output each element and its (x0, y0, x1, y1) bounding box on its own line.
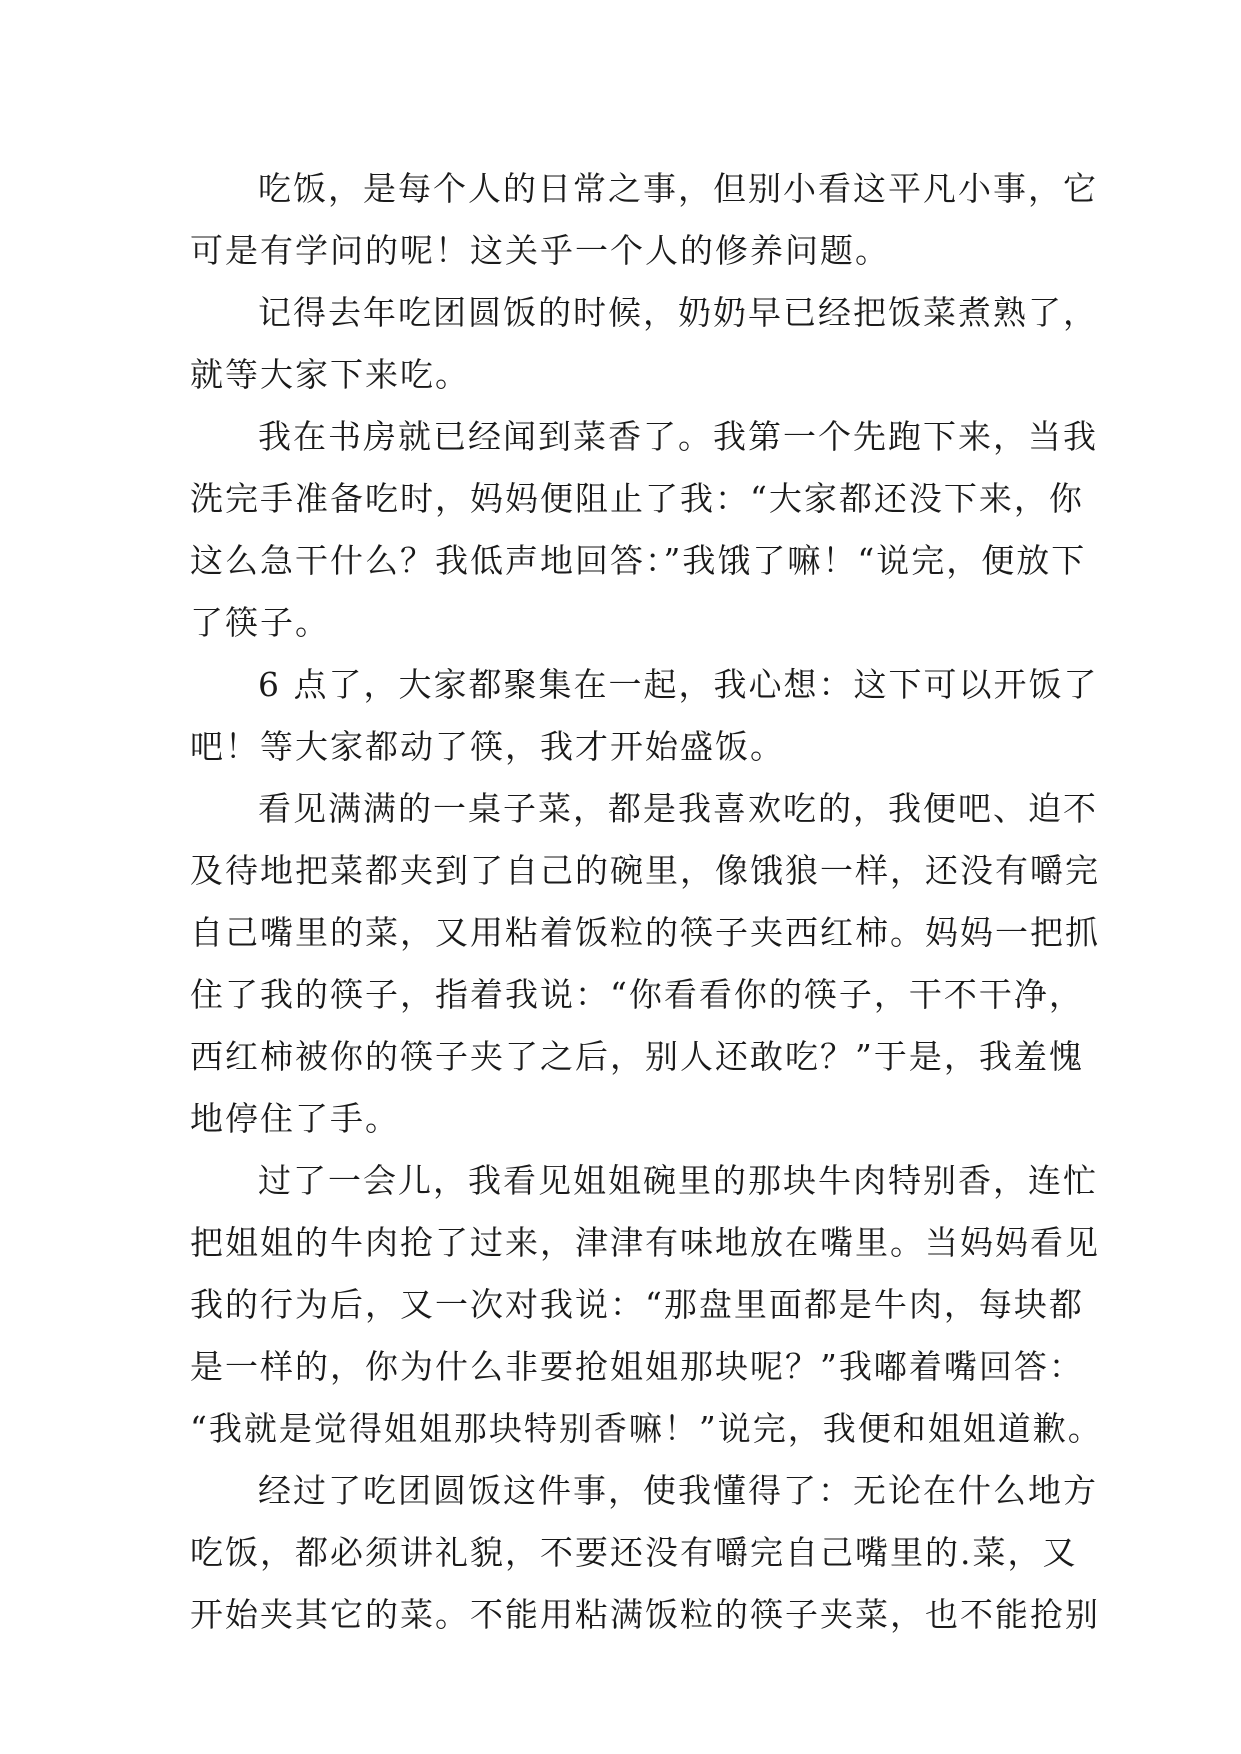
text-line: 看见满满的一桌子菜，都是我喜欢吃的，我便吧、迫不 (258, 789, 1098, 828)
paragraph-6 (190, 1150, 1103, 1460)
text-line: 自己嘴里的菜，又用粘着饭粒的筷子夹西红柿。妈妈一把抓 (190, 913, 1100, 952)
paragraph-3 (190, 406, 1098, 654)
text-line: 地停住了手。 (190, 1099, 400, 1138)
text-line: 我在书房就已经闻到菜香了。我第一个先跑下来，当我 (258, 417, 1098, 456)
text-line: 就等大家下来吃。 (190, 355, 470, 394)
text-line: 开始夹其它的菜。不能用粘满饭粒的筷子夹菜，也不能抢别 (190, 1595, 1100, 1634)
text-line: 经过了吃团圆饭这件事，使我懂得了：无论在什么地方 (258, 1471, 1098, 1510)
text-line: 住了我的筷子，指着我说：“你看看你的筷子，干不干净， (190, 975, 1084, 1014)
essay-body (190, 158, 1103, 1646)
text-line: 记得去年吃团圆饭的时候，奶奶早已经把饭菜煮熟了， (258, 293, 1098, 332)
text-line: 吧！等大家都动了筷，我才开始盛饭。 (190, 727, 785, 766)
paragraph-2 (190, 282, 1098, 406)
paragraph-4 (190, 654, 1099, 778)
text-line: 吃饭，都必须讲礼貌，不要还没有嚼完自己嘴里的.菜，又 (190, 1533, 1078, 1572)
paragraph-1 (190, 158, 1098, 282)
text-line: “我就是觉得姐姐那块特别香嘛！”说完，我便和姐姐道歉。 (190, 1409, 1103, 1448)
text-line: 过了一会儿，我看见姐姐碗里的那块牛肉特别香，连忙 (258, 1161, 1098, 1200)
text-line: 了筷子。 (190, 603, 330, 642)
text-line: 6 点了，大家都聚集在一起，我心想：这下可以开饭了 (258, 665, 1099, 704)
text-line: 洗完手准备吃时，妈妈便阻止了我：“大家都还没下来，你 (190, 479, 1084, 518)
text-line: 吃饭，是每个人的日常之事，但别小看这平凡小事，它 (258, 169, 1098, 208)
text-line: 这么急干什么？我低声地回答：”我饿了嘛！“说完，便放下 (190, 541, 1087, 580)
paragraph-5 (190, 778, 1100, 1150)
text-line: 是一样的，你为什么非要抢姐姐那块呢？”我嘟着嘴回答： (190, 1347, 1084, 1386)
text-line: 及待地把菜都夹到了自己的碗里，像饿狼一样，还没有嚼完 (190, 851, 1100, 890)
text-line: 西红柿被你的筷子夹了之后，别人还敢吃？”于是，我羞愧 (190, 1037, 1084, 1076)
text-line: 我的行为后，又一次对我说：“那盘里面都是牛肉，每块都 (190, 1285, 1084, 1324)
paragraph-7 (190, 1460, 1100, 1646)
text-line: 可是有学问的呢！这关乎一个人的修养问题。 (190, 231, 890, 270)
text-line: 把姐姐的牛肉抢了过来，津津有味地放在嘴里。当妈妈看见 (190, 1223, 1100, 1262)
